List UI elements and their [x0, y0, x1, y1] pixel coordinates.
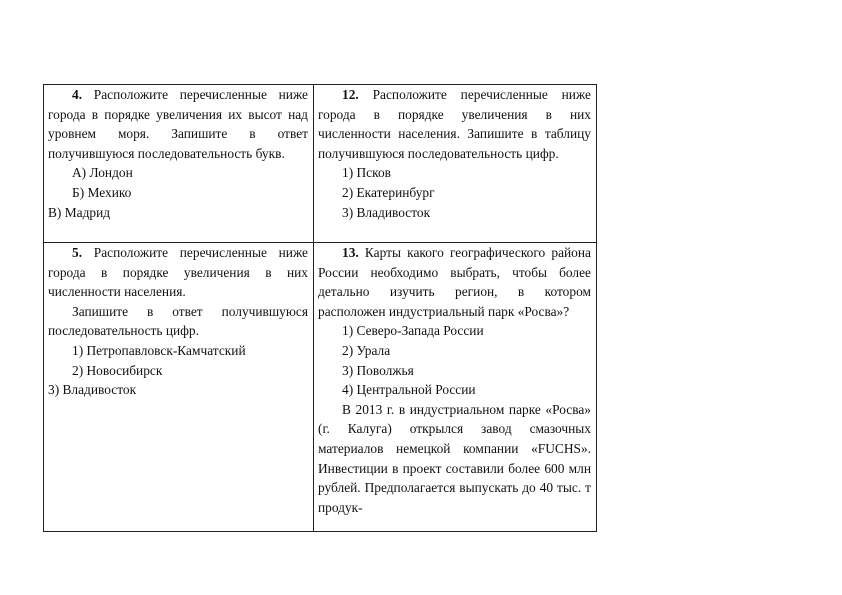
- question-12-option-3: 3) Владивосток: [342, 204, 431, 220]
- question-12-number: 12.: [342, 87, 359, 102]
- question-13-passage: В 2013 г. в индустриальном парке «Росва» (г. Калуга) открылся завод смазочных материалов немецкой компании «FUCHS». Инвестиции в проект составили более 600 млн рублей. Предполагается выпускать до 40 тыс. т продук-: [318, 401, 591, 515]
- question-12-text: Расположите перечисленные ниже города в порядке увеличения в них численности населения. Запишите в таблицу получившуюся последовательность цифр.: [318, 87, 591, 161]
- question-4-prompt: [48, 85, 308, 163]
- question-13-option-3: 3) Поволжья: [342, 362, 414, 378]
- table-row: [44, 85, 597, 243]
- question-13-prompt: [318, 243, 591, 321]
- table-row: [44, 243, 597, 532]
- question-5-option-1: 1) Петропавловск-Камчатский: [72, 342, 246, 358]
- question-12-option-1: 1) Псков: [342, 165, 391, 181]
- question-12-option-2: 2) Екатеринбург: [342, 184, 435, 200]
- question-4-text: Расположите перечисленные ниже города в порядке увеличения их высот над уровнем моря. Запишите в ответ получившуюся последовательность букв.: [48, 87, 308, 161]
- question-5-number: 5.: [72, 245, 83, 260]
- question-13-option-2: 2) Урала: [342, 342, 391, 358]
- question-5-prompt: [48, 243, 308, 302]
- question-4-option-c: В) Мадрид: [48, 204, 111, 220]
- question-13-option-1: 1) Северо-Запада России: [342, 323, 484, 339]
- question-5-instruction: Запишите в ответ получившуюся последовательность цифр.: [48, 303, 308, 339]
- questions-table: [43, 84, 597, 532]
- question-4-option-b: Б) Мехико: [72, 184, 132, 200]
- question-12-cell: [314, 85, 597, 243]
- question-4-option-a: А) Лондон: [72, 165, 133, 181]
- question-13-number: 13.: [342, 245, 359, 260]
- question-13-content: [318, 243, 591, 517]
- question-5-cell: [44, 243, 314, 532]
- question-5-text: Расположите перечисленные ниже города в порядке увеличения в них численности населения.: [48, 245, 308, 300]
- question-12-prompt: [318, 85, 591, 163]
- question-13-cell: [314, 243, 597, 532]
- question-13-text: Карты какого географического района России необходимо выбрать, чтобы более детально изучить регион, в котором расположен индустриальный парк «Росва»?: [318, 245, 591, 319]
- question-5-option-3: 3) Владивосток: [48, 382, 137, 398]
- question-5-option-2: 2) Новосибирск: [72, 362, 163, 378]
- question-4-cell: [44, 85, 314, 243]
- question-13-option-4: 4) Центральной России: [342, 382, 476, 398]
- question-4-number: 4.: [72, 87, 83, 102]
